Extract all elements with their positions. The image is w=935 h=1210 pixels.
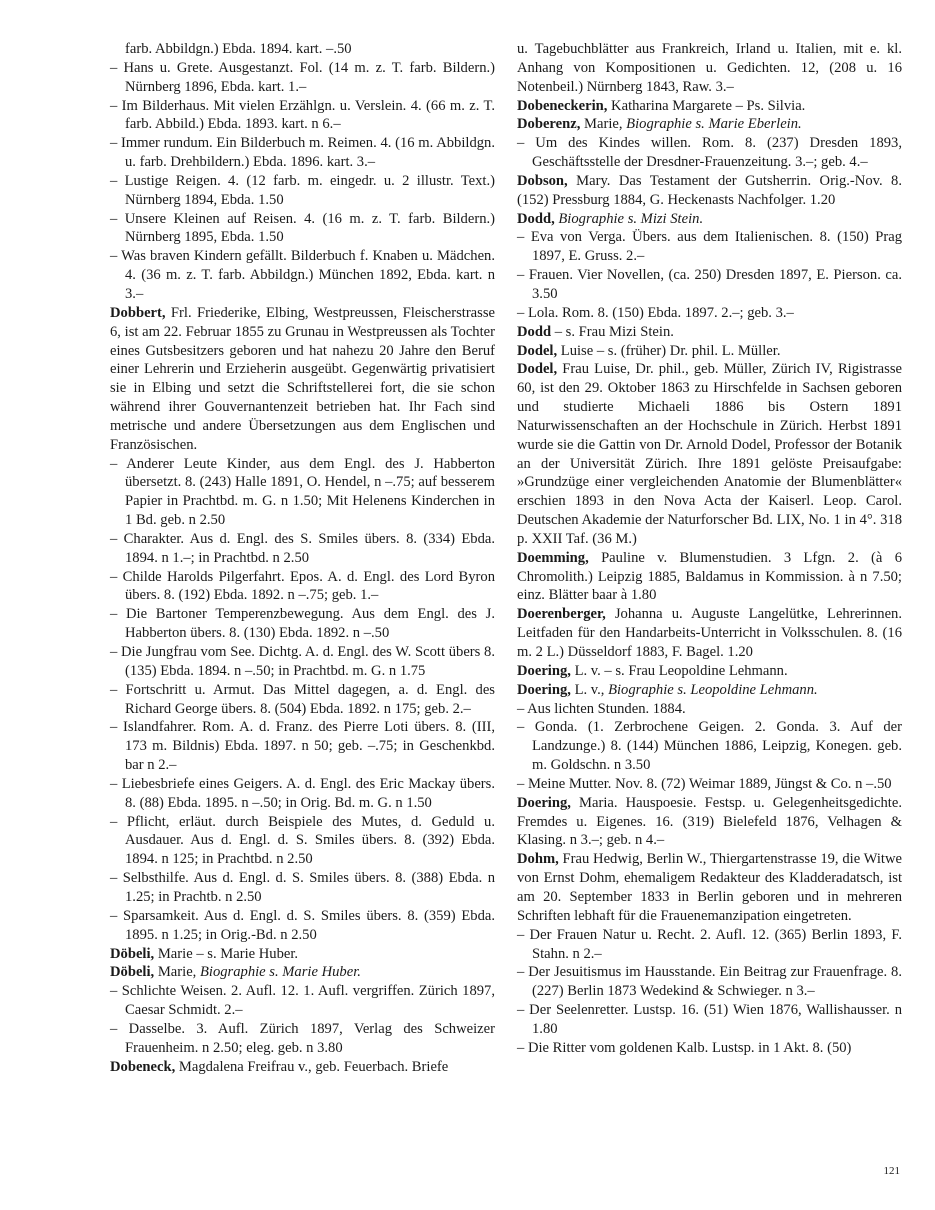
work-entry: – Fortschritt u. Armut. Das Mittel dagegen, a. d. Engl. des Richard George übers. 8. (504) Ebda. 1892. n 175; geb. 2.–	[110, 681, 495, 717]
author-name: Dodel,	[517, 361, 558, 378]
author-name: Dobeneckerin,	[517, 97, 608, 114]
author-name: Dohm,	[517, 851, 559, 868]
author-name: Doberenz,	[517, 116, 581, 133]
biography-reference: Biographie s. Leopoldine Lehmann.	[608, 681, 818, 698]
work-entry: – Die Bartoner Temperenzbewegung. Aus dem Engl. des J. Habberton übers. 8. (130) Ebda. 1892. n –.50	[110, 606, 495, 642]
author-name: Doering,	[517, 794, 571, 811]
author-entry: Dobbert, Frl. Friederike, Elbing, Westpreussen, Fleischerstrasse 6, ist am 22. Februar 1855 zu Grunau in Westpreussen als Tochter eines Gutsbesitzers geboren und hat nahezu 20 Jahre den Beruf einer Lehrerin und Erzieherin ausgeübt. Gegenwärtig privatisiert sie in Elbing und setzt die Schriftstellerei fort, die sie schon während ihrer Gouvernantenzeit betrieben hat. Ihr Fach sind metrische und andere Übersetzungen aus dem Englischen und Französischen.	[110, 304, 495, 453]
author-entry: Doering, Maria. Hauspoesie. Festsp. u. Gelegenheitsgedichte. Fremdes u. Eigenes. 16. (319) Bielefeld 1876, Velhagen & Klasing. n 3.–; geb. n 4.–	[517, 794, 902, 849]
work-entry: – Immer rundum. Ein Bilderbuch m. Reimen. 4. (16 m. Abbildgn. u. farb. Drehbildern.) Ebda. 1896. kart. 3.–	[110, 135, 495, 171]
right-column	[517, 40, 902, 1058]
work-entry: – Frauen. Vier Novellen, (ca. 250) Dresden 1897, E. Pierson. ca. 3.50	[517, 267, 902, 302]
author-entry: Doberenz, Marie, Biographie s. Marie Eberlein.	[517, 116, 802, 133]
work-entry: – Der Frauen Natur u. Recht. 2. Aufl. 12. (365) Berlin 1893, F. Stahn. n 2.–	[517, 926, 902, 962]
work-entry: – Unsere Kleinen auf Reisen. 4. (16 m. z. T. farb. Bildern.) Nürnberg 1895, Ebda. 1.50	[110, 210, 495, 246]
author-name: Doemming,	[517, 549, 589, 566]
author-entry: Doemming, Pauline v. Blumenstudien. 3 Lfgn. 2. (à 6 Chromolith.) Leipzig 1885, Baldamus in Kommission. à n 7.50; einz. Blätter baar à 1.80	[517, 549, 902, 604]
biography-reference: Biographie s. Marie Huber.	[199, 964, 361, 981]
author-name: Dodel,	[517, 342, 558, 359]
author-name: Döbeli,	[110, 964, 155, 981]
work-entry: – Im Bilderhaus. Mit vielen Erzählgn. u. Verslein. 4. (66 m. z. T. farb. Abbild.) Ebda. 1893. kart. n 6.–	[110, 97, 495, 133]
work-entry: – Childe Harolds Pilgerfahrt. Epos. A. d. Engl. des Lord Byron übers. 8. (192) Ebda. 1892. n –.75; geb. 1.–	[110, 568, 495, 604]
left-column	[110, 40, 495, 1076]
work-entry: – Aus lichten Stunden. 1884.	[517, 700, 686, 717]
work-entry: – Schlichte Weisen. 2. Aufl. 12. 1. Aufl. vergriffen. Zürich 1897, Caesar Schmidt. 2.–	[110, 983, 495, 1019]
author-name: Döbeli,	[110, 945, 155, 962]
work-entry: – Pflicht, erläut. durch Beispiele des Mutes, d. Geduld u. Ausdauer. Aus d. Engl. d. S. Smiles übers. 8. (392) Ebda. 1894. n 125; in Prachtbd. n 2.50	[110, 813, 495, 868]
work-entry: – Liebesbriefe eines Geigers. A. d. Engl. des Eric Mackay übers. 8. (88) Ebda. 1895. n –.50; in Orig. Bd. m. G. n 1.50	[110, 775, 495, 811]
author-entry	[517, 210, 902, 229]
author-entry: Dodel, Frau Luise, Dr. phil., geb. Müller, Zürich IV, Rigistrasse 60, ist den 29. Oktober 1863 zu Hirschfelde in Sachsen geboren und studierte Michaeli 1886 bis Ostern 1891 Naturwissenschaften an der Hochschule in Zürich. Herbst 1891 wurde sie die Gattin von Dr. Arnold Dodel, Professor der Botanik an der Universität Zürich. Ihre 1891 gelöste Preisaufgabe: »Grundzüge einer vergleichenden Anatomie der Blumenblätter« erschien 1893 in den Nova Acta der Kaiserl. Leop. Carol. Deutschen Akademie der Naturforscher Bd. LIX, No. 1 in 4°. 318 p. XXII Taf. (36 M.)	[517, 361, 902, 547]
work-entry: – Lustige Reigen. 4. (12 farb. m. eingedr. u. 2 illustr. Text.) Nürnberg 1894, Ebda. 1.50	[110, 172, 495, 208]
work-entry: – Eva von Verga. Übers. aus dem Italienischen. 8. (150) Prag 1897, E. Gruss. 2.–	[517, 229, 902, 265]
author-name: Dobson,	[517, 172, 568, 189]
author-entry: Doering, L. v., Biographie s. Leopoldine Lehmann.	[517, 681, 818, 698]
work-entry: – Lola. Rom. 8. (150) Ebda. 1897. 2.–; geb. 3.–	[517, 304, 794, 321]
author-name: Doering,	[517, 662, 571, 679]
author-entry: Doerenberger, Johanna u. Auguste Langelütke, Lehrerinnen. Leitfaden für den Handarbeits-Unterricht in Volksschulen. 8. (16 m. 2 L.) Düsseldorf 1883, F. Bagel. 1.20	[517, 606, 902, 660]
continued-entry: farb. Abbildgn.) Ebda. 1894. kart. –.50	[125, 41, 352, 57]
biography-reference: Biographie s. Mizi Stein.	[558, 210, 704, 227]
author-entry: Dobeneck, Magdalena Freifrau v., geb. Feuerbach. Briefe	[110, 1058, 449, 1075]
work-entry: – Die Ritter vom goldenen Kalb. Lustsp. in 1 Akt. 8. (50)	[517, 1039, 852, 1056]
author-entry: Döbeli, Marie – s. Marie Huber.	[110, 945, 299, 962]
author-entry: Dohm, Frau Hedwig, Berlin W., Thiergartenstrasse 19, die Witwe von Ernst Dohm, ehemaligem Redakteur des Kladderadatsch, ist am 20. September 1833 in Berlin geboren und in mehreren Schriften lebhaft für die Frauenemanzipation eingetreten.	[517, 851, 902, 924]
author-entry: Dobeneckerin, Katharina Margarete – Ps. Silvia.	[517, 97, 806, 114]
work-entry: – Um des Kindes willen. Rom. 8. (237) Dresden 1893, Geschäftsstelle der Dresdner-Frauenzeitung. 3.–; geb. 4.–	[517, 135, 902, 171]
work-entry: – Dasselbe. 3. Aufl. Zürich 1897, Verlag des Schweizer Frauenheim. n 2.50; eleg. geb. n 3.80	[110, 1020, 495, 1056]
work-entry: – Hans u. Grete. Ausgestanzt. Fol. (14 m. z. T. farb. Bildern.) Nürnberg 1896, Ebda. kart. 1.–	[110, 59, 495, 95]
work-entry: – Charakter. Aus d. Engl. des S. Smiles übers. 8. (334) Ebda. 1894. n 1.–; in Prachtbd. n 2.50	[110, 530, 495, 566]
continued-entry: u. Tagebuchblätter aus Frankreich, Irland u. Italien, mit e. kl. Anhang von Kompositionen u. Gedichten. 12, (208 u. 16 Notenbeil.) Nürnberg 1843, Raw. 3.–	[517, 41, 902, 95]
author-name: Doerenberger,	[517, 606, 606, 623]
author-entry: Doering, L. v. – s. Frau Leopoldine Lehmann.	[517, 662, 788, 679]
author-entry: Dodel, Luise – s. (früher) Dr. phil. L. Müller.	[517, 342, 781, 359]
work-entry: – Der Seelenretter. Lustsp. 16. (51) Wien 1876, Wallishausser. n 1.80	[517, 1002, 902, 1037]
work-entry: – Die Jungfrau vom See. Dichtg. A. d. Engl. des W. Scott übers 8. (135) Ebda. 1894. n –.50; in Prachtbd. m. G. n 1.75	[110, 644, 495, 679]
author-name: Dodd	[517, 323, 552, 340]
work-entry: – Meine Mutter. Nov. 8. (72) Weimar 1889, Jüngst & Co. n –.50	[517, 775, 892, 792]
work-entry: – Was braven Kindern gefällt. Bilderbuch f. Knaben u. Mädchen. 4. (36 m. z. T. farb. Abbildgn.) München 1892, Ebda. kart. n 3.–	[110, 248, 495, 302]
author-entry: Dobson, Mary. Das Testament der Gutsherrin. Orig.-Nov. 8. (152) Pressburg 1884, G. Heckenasts Nachfolger. 1.20	[517, 172, 902, 208]
work-entry: – Sparsamkeit. Aus d. Engl. d. S. Smiles übers. 8. (359) Ebda. 1895. n 1.25; in Orig.-Bd. n 2.50	[110, 907, 495, 943]
author-name: Doering,	[517, 681, 571, 698]
work-entry: – Selbsthilfe. Aus d. Engl. d. S. Smiles übers. 8. (388) Ebda. n 1.25; in Prachtb. n 2.50	[110, 870, 495, 905]
author-name: Dobeneck,	[110, 1058, 176, 1075]
author-name: Dobbert,	[110, 304, 166, 321]
author-entry: Döbeli, Marie, Biographie s. Marie Huber.	[110, 964, 361, 981]
author-entry: Dodd – s. Frau Mizi Stein.	[517, 323, 674, 340]
author-name: Dodd,	[517, 210, 555, 227]
work-entry: – Gonda. (1. Zerbrochene Geigen. 2. Gonda. 3. Auf der Landzunge.) 8. (144) München 1886, Leipzig, Konegen. geb. m. Goldschn. n 3.50	[517, 719, 902, 774]
biography-reference: Biographie s. Marie Eberlein.	[626, 116, 802, 133]
work-entry: – Der Jesuitismus im Hausstande. Ein Beitrag zur Frauenfrage. 8. (227) Berlin 1873 Wedekind & Schwieger. n 3.–	[517, 964, 902, 1000]
page-number: 121	[883, 1165, 900, 1177]
work-entry: – Islandfahrer. Rom. A. d. Franz. des Pierre Loti übers. 8. (III, 173 m. Bildnis) Ebda. 1897. n 50; geb. –.75; in Geschenkbd. bar n 2.–	[110, 719, 495, 774]
work-entry: – Anderer Leute Kinder, aus dem Engl. des J. Habberton übersetzt. 8. (243) Halle 1891, O. Hendel, n –.75; auf besserem Papier in Prachtbd. m. G. n 1.50; Mit Helenens Kinderchen in 1 Bd. geb. n 2.50	[110, 455, 495, 529]
